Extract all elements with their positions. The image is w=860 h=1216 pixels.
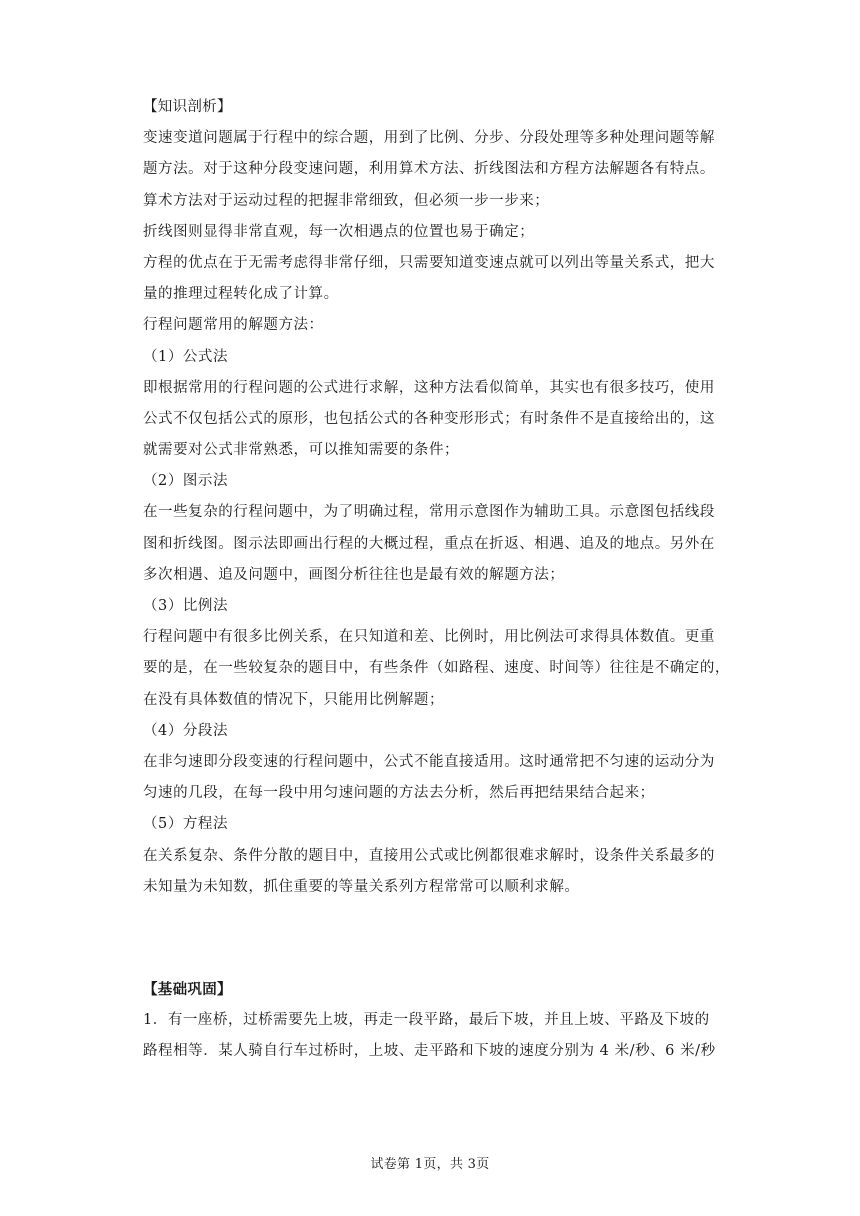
paragraph-line: 题方法。对于这种分段变速问题，利用算术方法、折线图法和方程方法解题各有特点。	[143, 161, 715, 178]
paragraph-line: 量的推理过程转化成了计算。	[143, 286, 339, 303]
paragraph-line: 图和折线图。图示法即画出行程的大概过程，重点在折返、相遇、追及的地点。另外在	[143, 535, 715, 552]
paragraph-line: 变速变道问题属于行程中的综合题，用到了比例、分步、分段处理等多种处理问题等解	[143, 130, 715, 147]
paragraph-line: 多次相遇、追及问题中，画图分析往往也是最有效的解题方法；	[143, 566, 565, 583]
paragraph-line: 未知量为未知数，抓住重要的等量关系列方程常常可以顺利求解。	[143, 878, 580, 895]
paragraph-line: 在非匀速即分段变速的行程问题中，公式不能直接适用。这时通常把不匀速的运动分为	[143, 753, 715, 770]
paragraph-line: 即根据常用的行程问题的公式进行求解，这种方法看似简单，其实也有很多技巧，使用	[143, 379, 715, 396]
section-heading-basics: 【基础巩固】	[143, 980, 232, 998]
method-heading: （5）方程法	[143, 816, 229, 833]
page-footer: 试卷第 1页，共 3页	[370, 1157, 490, 1172]
method-heading: （2）图示法	[143, 473, 229, 490]
question-line: 1．有一座桥，过桥需要先上坡，再走一段平路，最后下坡，并且上坡、平路及下坡的	[143, 1012, 710, 1029]
section-heading-knowledge: 【知识剖析】	[143, 99, 232, 115]
section-spacer	[143, 903, 719, 974]
paragraph-line: 行程问题中有很多比例关系，在只知道和差、比例时，用比例法可求得具体数值。更重	[143, 629, 715, 646]
method-heading: （4）分段法	[143, 722, 229, 739]
page-content	[143, 92, 730, 1067]
paragraph-line: 在关系复杂、条件分散的题目中，直接用公式或比例都很难求解时，设条件关系最多的	[143, 847, 715, 864]
method-heading: （3）比例法	[143, 598, 229, 614]
paragraph-line: 在没有具体数值的情况下，只能用比例解题；	[143, 691, 444, 708]
paragraph-line: 匀速的几段，在每一段中用匀速问题的方法去分析，然后再把结果结合起来；	[143, 785, 655, 802]
paragraph-line: 要的是，在一些较复杂的题目中，有些条件（如路程、速度、时间等）往往是不确定的，	[143, 660, 730, 677]
paragraph-line: 行程问题常用的解题方法：	[143, 317, 324, 334]
paragraph-line: 算术方法对于运动过程的把握非常细致，但必须一步一步来；	[143, 192, 550, 209]
paragraph-line: 就需要对公式非常熟悉，可以推知需要的条件；	[143, 442, 460, 459]
question-line: 路程相等．某人骑自行车过桥时，上坡、走平路和下坡的速度分别为 4 米/秒、6 米/秒	[143, 1043, 716, 1060]
paragraph-line: 在一些复杂的行程问题中，为了明确过程，常用示意图作为辅助工具。示意图包括线段	[143, 504, 715, 521]
paragraph-line: 方程的优点在于无需考虑得非常仔细，只需要知道变速点就可以列出等量关系式，把大	[143, 254, 715, 271]
method-heading: （1）公式法	[143, 348, 229, 365]
paragraph-line: 折线图则显得非常直观，每一次相遇点的位置也易于确定；	[143, 223, 535, 240]
paragraph-line: 公式不仅包括公式的原形，也包括公式的各种变形形式；有时条件不是直接给出的，这	[143, 410, 715, 427]
